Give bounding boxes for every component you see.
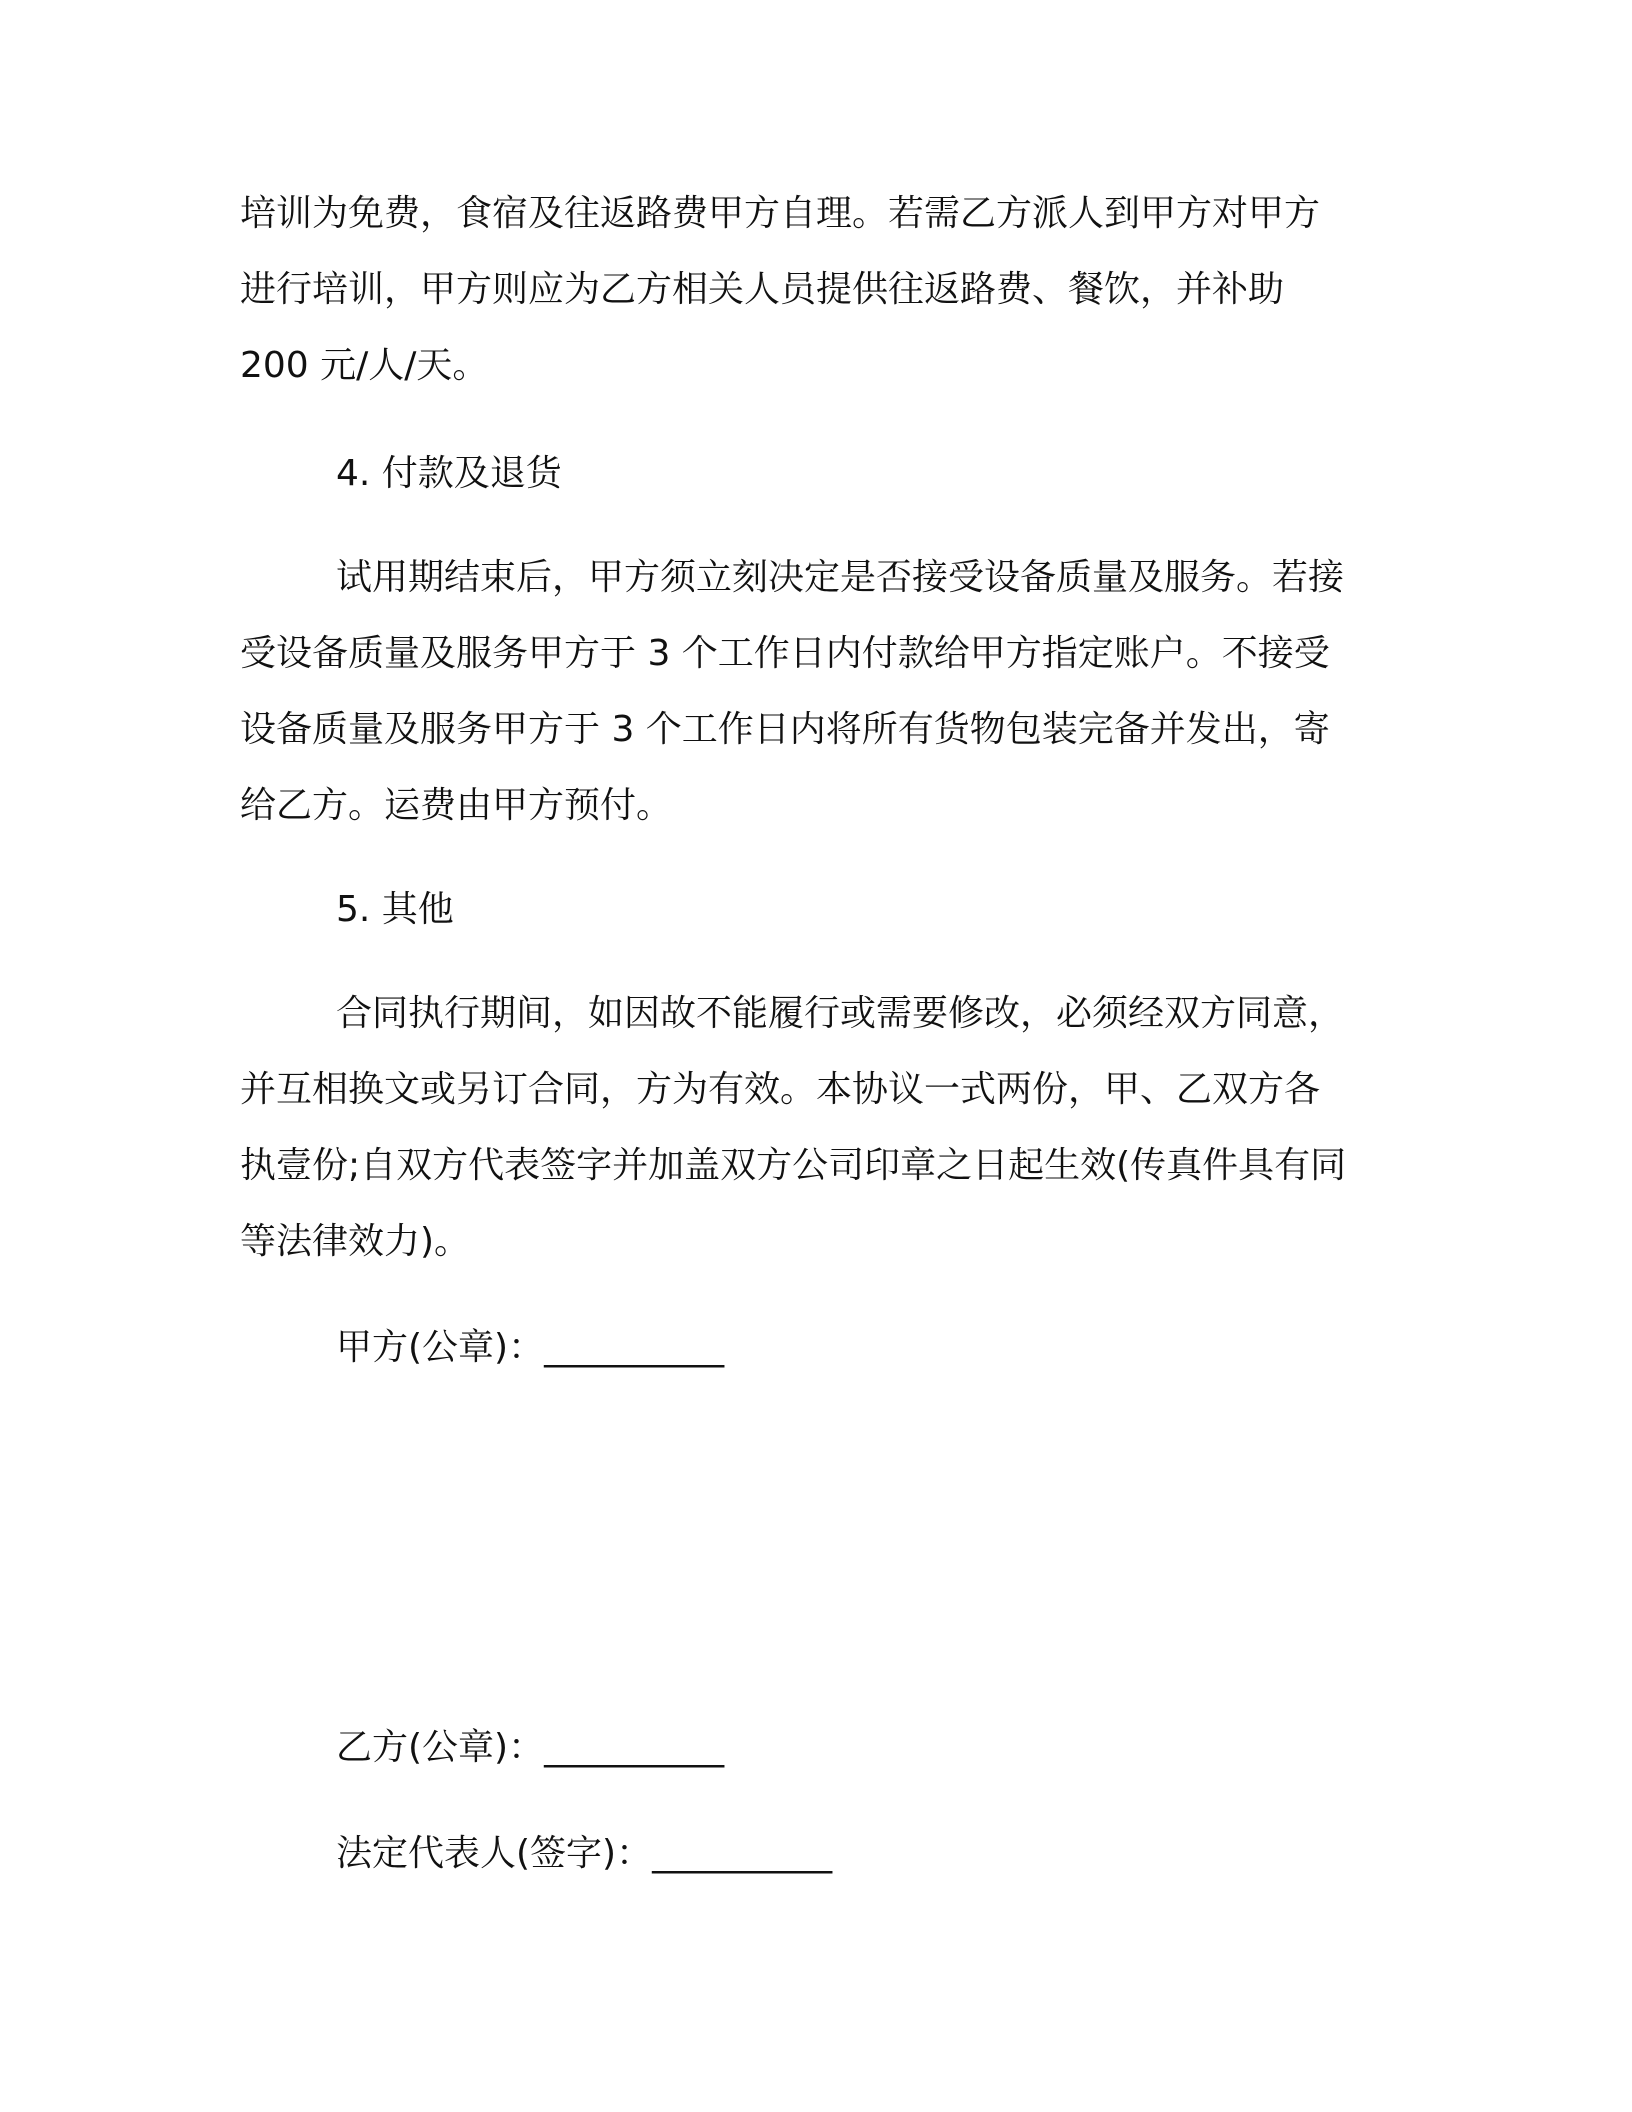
paragraph-line: 合同执行期间，如因故不能履行或需要修改，必须经双方同意， — [336, 993, 1345, 1034]
party-a-signature — [336, 1324, 724, 1372]
paragraph-line: 进行培训，甲方则应为乙方相关人员提供往返路费、餐饮，并补助 — [240, 269, 1285, 310]
legal-rep-label: 法定代表人(签字)： — [336, 1833, 653, 1874]
party-b-label: 乙方(公章)： — [336, 1727, 545, 1768]
party-a-label: 甲方(公章)： — [336, 1327, 545, 1368]
paragraph-line: 等法律效力)。 — [240, 1221, 471, 1262]
intro-paragraph — [240, 176, 1380, 404]
paragraph-line: 试用期结束后，甲方须立刻决定是否接受设备质量及服务。若接 — [336, 557, 1345, 598]
section-5-heading: 5. 其他 — [336, 889, 454, 930]
party-b-blank: __________ — [544, 1727, 725, 1768]
paragraph-line: 200 元/人/天。 — [240, 345, 489, 386]
paragraph-line: 并互相换文或另订合同，方为有效。本协议一式两份，甲、乙双方各 — [240, 1069, 1321, 1110]
paragraph-line: 培训为免费，食宿及往返路费甲方自理。若需乙方派人到甲方对甲方 — [240, 193, 1321, 234]
paragraph-line: 受设备质量及服务甲方于 3 个工作日内付款给甲方指定账户。不接受 — [240, 633, 1330, 674]
party-a-blank: __________ — [544, 1327, 725, 1368]
party-b-signature — [336, 1724, 724, 1772]
legal-rep-signature — [336, 1830, 832, 1878]
section-4-paragraph — [240, 540, 1380, 844]
paragraph-line: 设备质量及服务甲方于 3 个工作日内将所有货物包装完备并发出，寄 — [240, 709, 1330, 750]
section-5-paragraph — [240, 976, 1380, 1280]
paragraph-line: 执壹份;自双方代表签字并加盖双方公司印章之日起生效(传真件具有同 — [240, 1145, 1347, 1186]
legal-rep-blank: __________ — [652, 1833, 833, 1874]
section-4-heading: 4. 付款及退货 — [336, 453, 562, 494]
paragraph-line: 给乙方。运费由甲方预付。 — [240, 785, 673, 826]
